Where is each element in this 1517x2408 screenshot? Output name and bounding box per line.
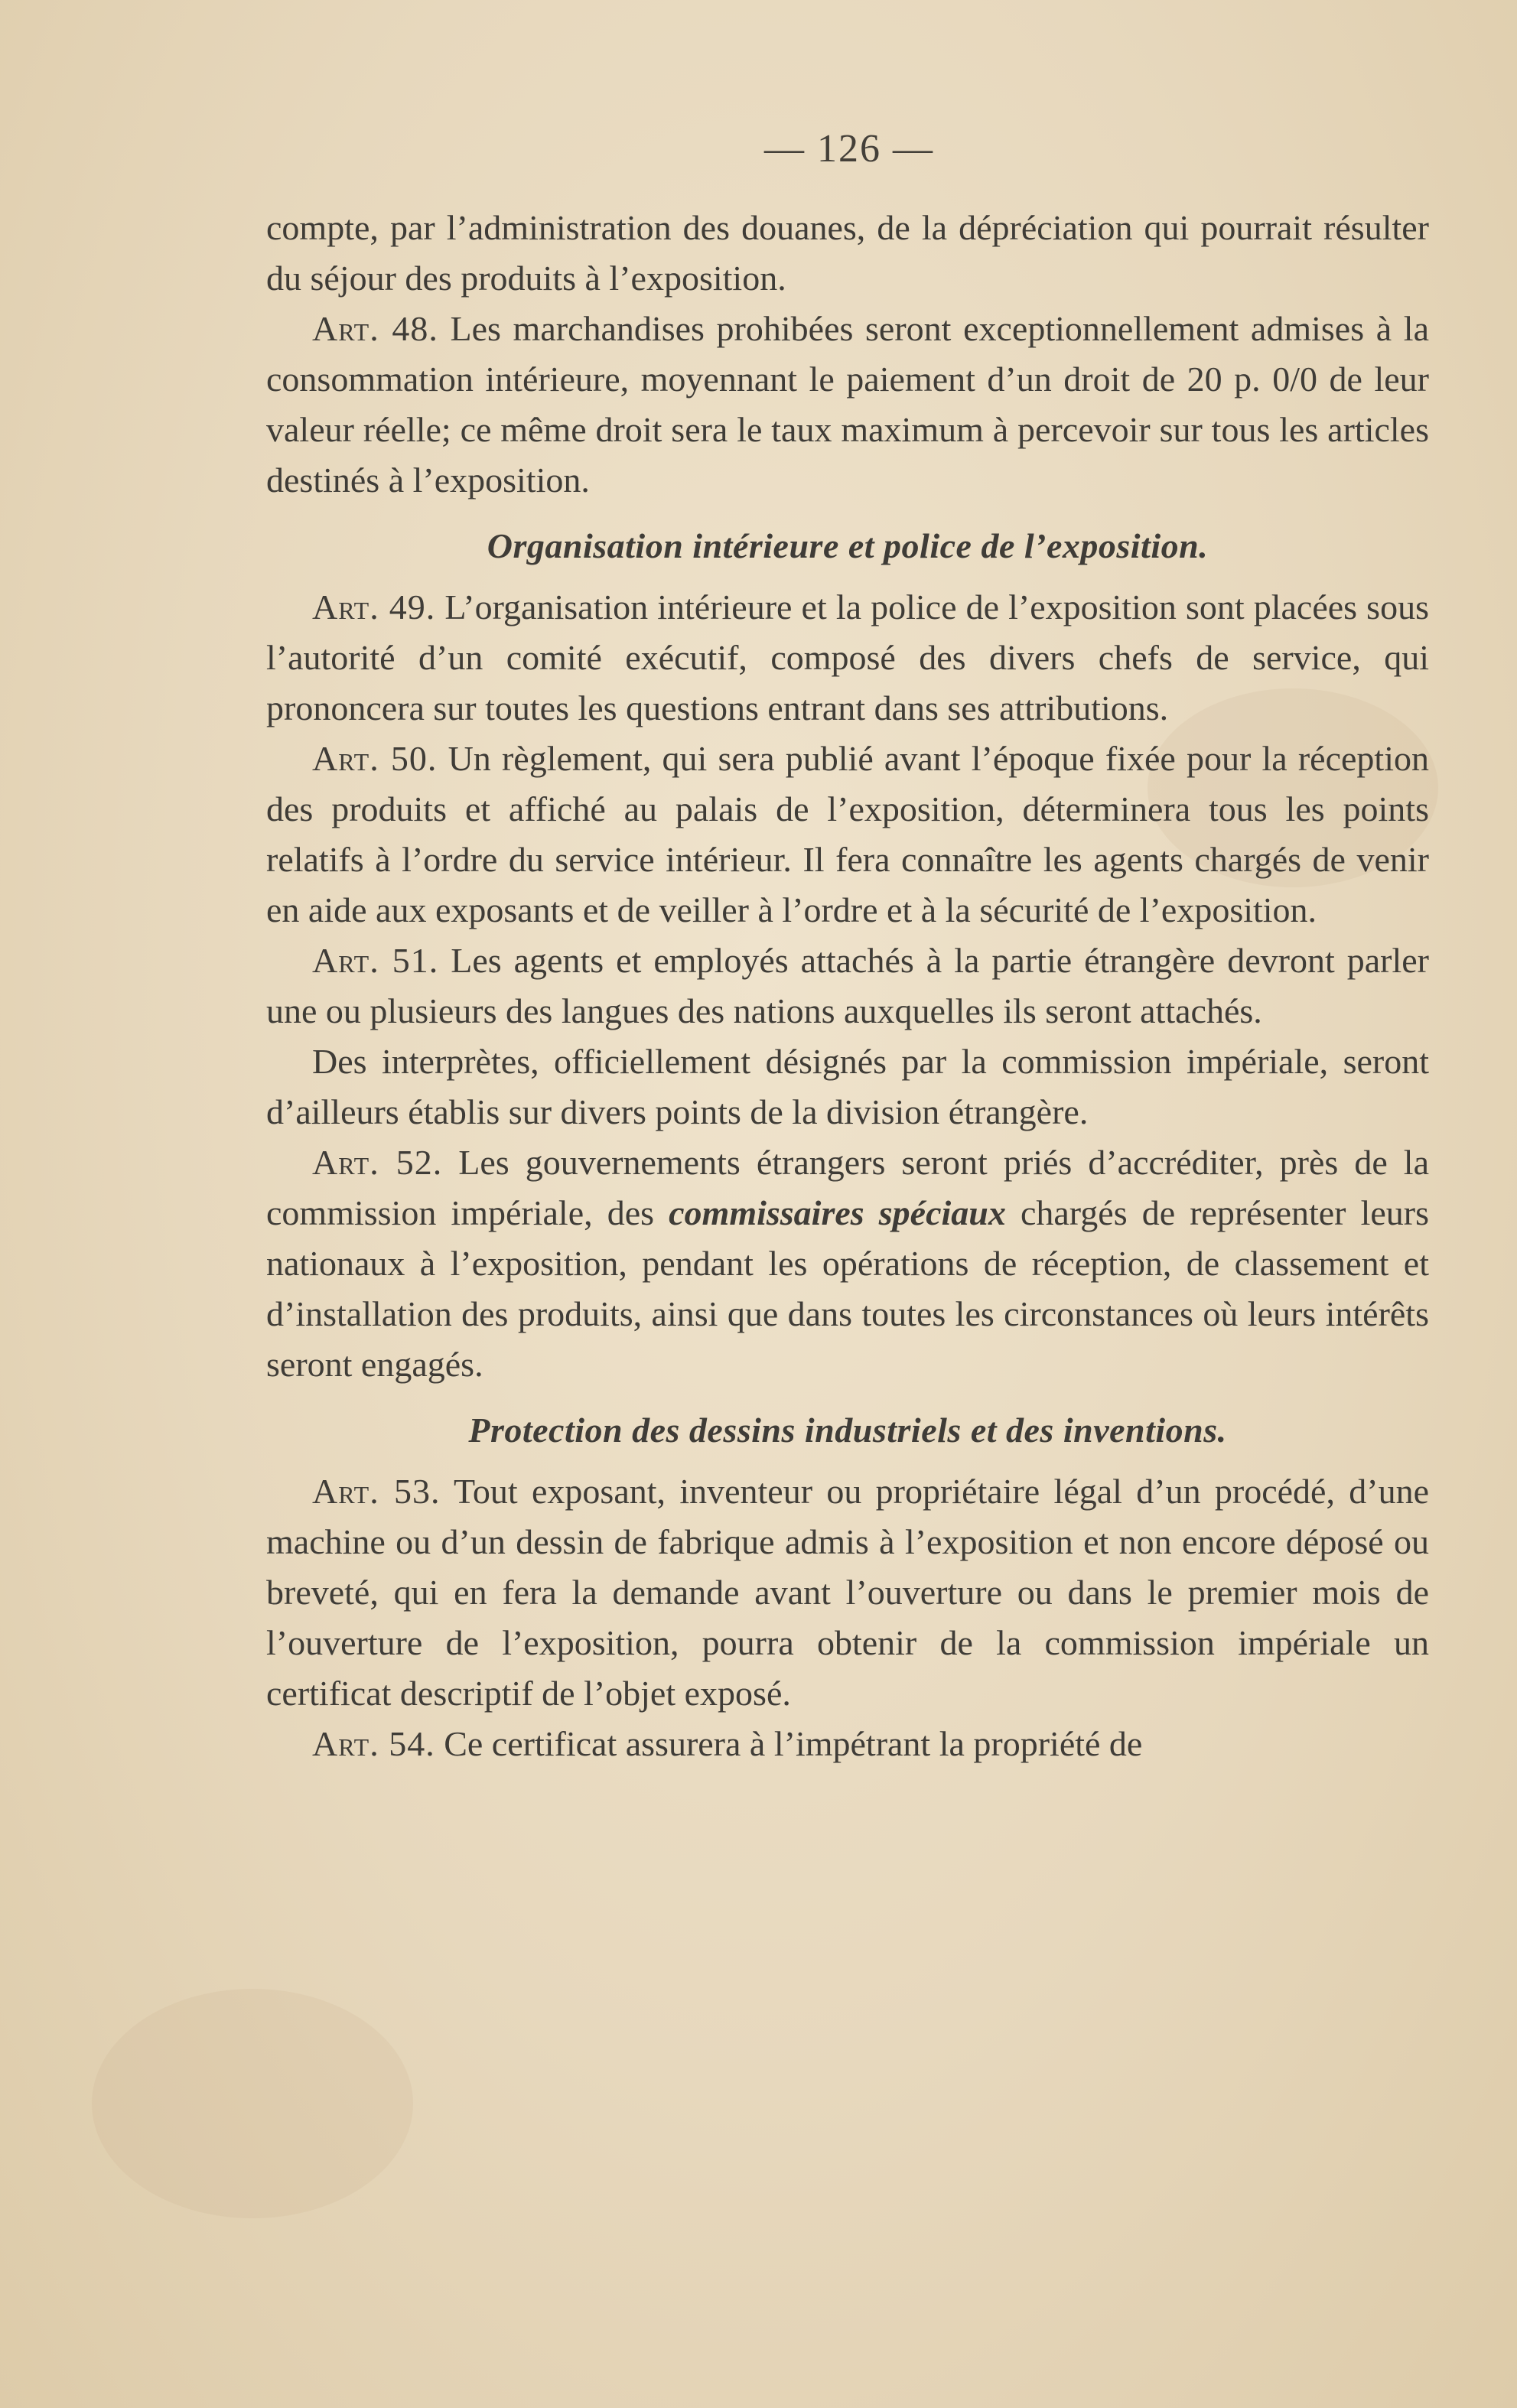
article-text: Tout exposant, inventeur ou propriétaire légal d’un procédé, d’une machine ou d’un dessin de fabrique admis à l’exposition et non encore déposé ou breveté, qui en fera la demande avant l’ouverture ou dans le premier mois de l’ouverture de l’exposition, pourra obtenir de la commission impériale un certificat descriptif de l’objet exposé.	[266, 1472, 1430, 1713]
article-51	[266, 936, 1429, 1036]
body-text	[266, 203, 1429, 1769]
article-51-continued: Des interprètes, officiellement désignés par la commission impériale, seront d’ailleurs établis sur divers points de la division étrangère.	[266, 1042, 1429, 1131]
article-label: Art. 50.	[312, 739, 438, 778]
article-text: chargés de représenter leurs nationaux à l’exposition, pendant les opérations de réception, de classement et d’installation des produits, ainsi que dans toutes les circonstances où leurs intérêts seront engagés.	[266, 1193, 1430, 1384]
article-text: Un règlement, qui sera publié avant l’époque fixée pour la réception des produits et affiché au palais de l’exposition, déterminera tous les points relatifs à l’ordre du service intérieur. Il fera connaître les agents chargés de venir en aide aux exposants et de veiller à l’ordre et à la sécurité de l’exposition.	[266, 739, 1429, 929]
article-52	[266, 1137, 1429, 1390]
article-label: Art. 53.	[312, 1472, 441, 1511]
page-number: — 126 —	[764, 127, 934, 171]
section-heading-protection: Protection des dessins industriels et des inventions.	[468, 1411, 1227, 1450]
article-label: Art. 51.	[312, 941, 439, 980]
article-text: Ce certificat assurera à l’impétrant la propriété de	[444, 1724, 1143, 1763]
article-label: Art. 48.	[312, 309, 438, 348]
paper-stain	[92, 1989, 413, 2218]
article-label: Art. 52.	[312, 1143, 443, 1182]
emphasis-commissaires: commissaires spéciaux	[669, 1193, 1006, 1232]
article-50	[266, 734, 1429, 936]
article-text: Les agents et employés attachés à la partie étrangère devront parler une ou plusieurs des langues des nations auxquelles ils seront attachés.	[266, 941, 1430, 1030]
article-49	[266, 582, 1429, 734]
article-text: L’organisation intérieure et la police de l’exposition sont placées sous l’autorité d’un comité exécutif, composé des divers chefs de service, qui prononcera sur toutes les questions entrant dans ses attributions.	[266, 587, 1429, 727]
paragraph-continuation: compte, par l’administration des douanes, de la dépréciation qui pourrait résulter du séjour des produits à l’exposition.	[266, 208, 1429, 298]
article-53	[266, 1466, 1429, 1719]
article-label: Art. 49.	[312, 587, 436, 626]
article-text: Les gouvernements étrangers seront priés d’accréditer, près de la commission impériale, des	[266, 1143, 1429, 1232]
article-48	[266, 304, 1429, 506]
section-heading-organisation: Organisation intérieure et police de l’exposition.	[487, 526, 1209, 565]
article-54	[266, 1719, 1429, 1769]
article-label: Art. 54.	[312, 1724, 435, 1763]
article-text: Les marchandises prohibées seront exceptionnellement admises à la consommation intérieure, moyennant le paiement d’un droit de 20 p. 0/0 de leur valeur réelle; ce même droit sera le taux maximum à percevoir sur tous les articles destinés à l’exposition.	[266, 309, 1430, 499]
